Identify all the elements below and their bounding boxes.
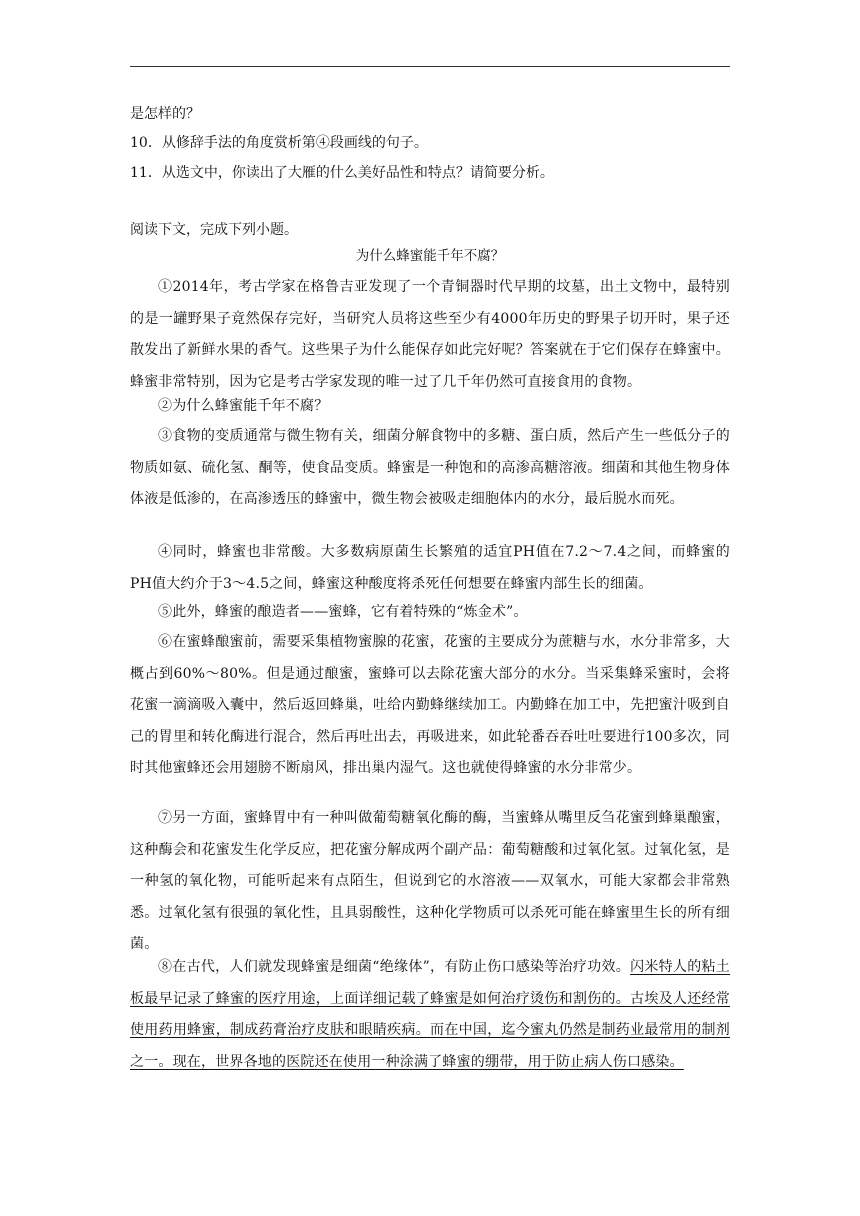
reading-instruction: 阅读下文，完成下列小题。 — [130, 222, 298, 238]
paragraph-8-text: ⑧在古代，人们就发现蜂蜜是细菌“绝缘体”，有防止伤口感染等治疗功效。 — [158, 959, 631, 975]
paragraph-6: ⑥在蜜蜂酿蜜前，需要采集植物蜜腺的花蜜，花蜜的主要成分为蔗糖与水，水分非常多，大概占到60%～80%。但是通过酿蜜，蜜蜂可以去除花蜜大部分的水分。当采集蜂采蜜时，会将花蜜一滴滴吸入囊中，然后返回蜂巢，吐给内勤蜂继续加工。内勤蜂在加工中，先把蜜汁吸到自己的胃里和转化酶进行混合，然后再吐出去，再吸进来，如此轮番吞吞吐吐要进行100多次，同时其他蜜蜂还会用翅膀不断扇风，排出巢内湿气。这也就使得蜂蜜的水分非常少。 — [130, 634, 730, 776]
paragraph-8-underlined-text: 闪米特人的粘土板最早记录了蜂蜜的医疗用途，上面详细记载了蜂蜜是如何治疗烫伤和割伤的。古埃及人还经常使用药用蜂蜜，制成药膏治疗皮肤和眼睛疾病。而在中国，迄今蜜丸仍然是制药业最常用的制剂之一。现在，世界各地的医院还在使用一种涂满了蜂蜜的绷带，用于防止病人伤口感染。 — [130, 959, 730, 1070]
paragraph-4: ④同时，蜂蜜也非常酸。大多数病原菌生长繁殖的适宜PH值在7.2～7.4之间，而蜂蜜的PH值大约介于3～4.5之间，蜂蜜这种酸度将杀死任何想要在蜂蜜内部生长的细菌。 — [130, 544, 730, 592]
header-rule — [130, 66, 730, 67]
paragraph-8 — [130, 952, 730, 1078]
question-9-tail: 是怎样的？ — [130, 106, 200, 122]
paragraph-2: ②为什么蜂蜜能千年不腐？ — [158, 398, 329, 414]
question-10: 10．从修辞手法的角度赏析第④段画线的句子。 — [130, 135, 428, 151]
paragraph-3: ③食物的变质通常与微生物有关，细菌分解食物中的多糖、蛋白质，然后产生一些低分子的物质如氨、硫化氢、酮等，使食品变质。蜂蜜是一种饱和的高渗高糖溶液。细菌和其他生物身体体液是低渗的，在高渗透压的蜂蜜中，微生物会被吸走细胞体内的水分，最后脱水而死。 — [130, 428, 730, 507]
article-title: 为什么蜂蜜能千年不腐？ — [355, 248, 505, 264]
paragraph-7: ⑦另一方面，蜜蜂胃中有一种叫做葡萄糖氧化酶的酶，当蜜蜂从嘴里反刍花蜜到蜂巢酿蜜，这种酶会和花蜜发生化学反应，把花蜜分解成两个副产品：葡萄糖酸和过氧化氢。过氧化氢，是一种氢的氧化物，可能听起来有点陌生，但说到它的水溶液——双氧水，可能大家都会非常熟悉。过氧化氢有很强的氧化性，且具弱酸性，这种化学物质可以杀死可能在蜂蜜里生长的所有细菌。 — [130, 810, 730, 952]
paragraph-1: ①2014年，考古学家在格鲁吉亚发现了一个青铜器时代早期的坟墓，出土文物中，最特别的是一罐野果子竟然保存完好，当研究人员将这些至少有4000年历史的野果子切开时，果子还散发出了新鲜水果的香气。这些果子为什么能保存如此完好呢？答案就在于它们保存在蜂蜜中。蜂蜜非常特别，因为它是考古学家发现的唯一过了几千年仍然可直接食用的食物。 — [130, 279, 730, 390]
paragraph-5: ⑤此外，蜂蜜的酿造者——蜜蜂，它有着特殊的“炼金术”。 — [158, 604, 528, 620]
question-11: 11．从选文中，你读出了大雁的什么美好品性和特点？请简要分析。 — [130, 165, 554, 181]
